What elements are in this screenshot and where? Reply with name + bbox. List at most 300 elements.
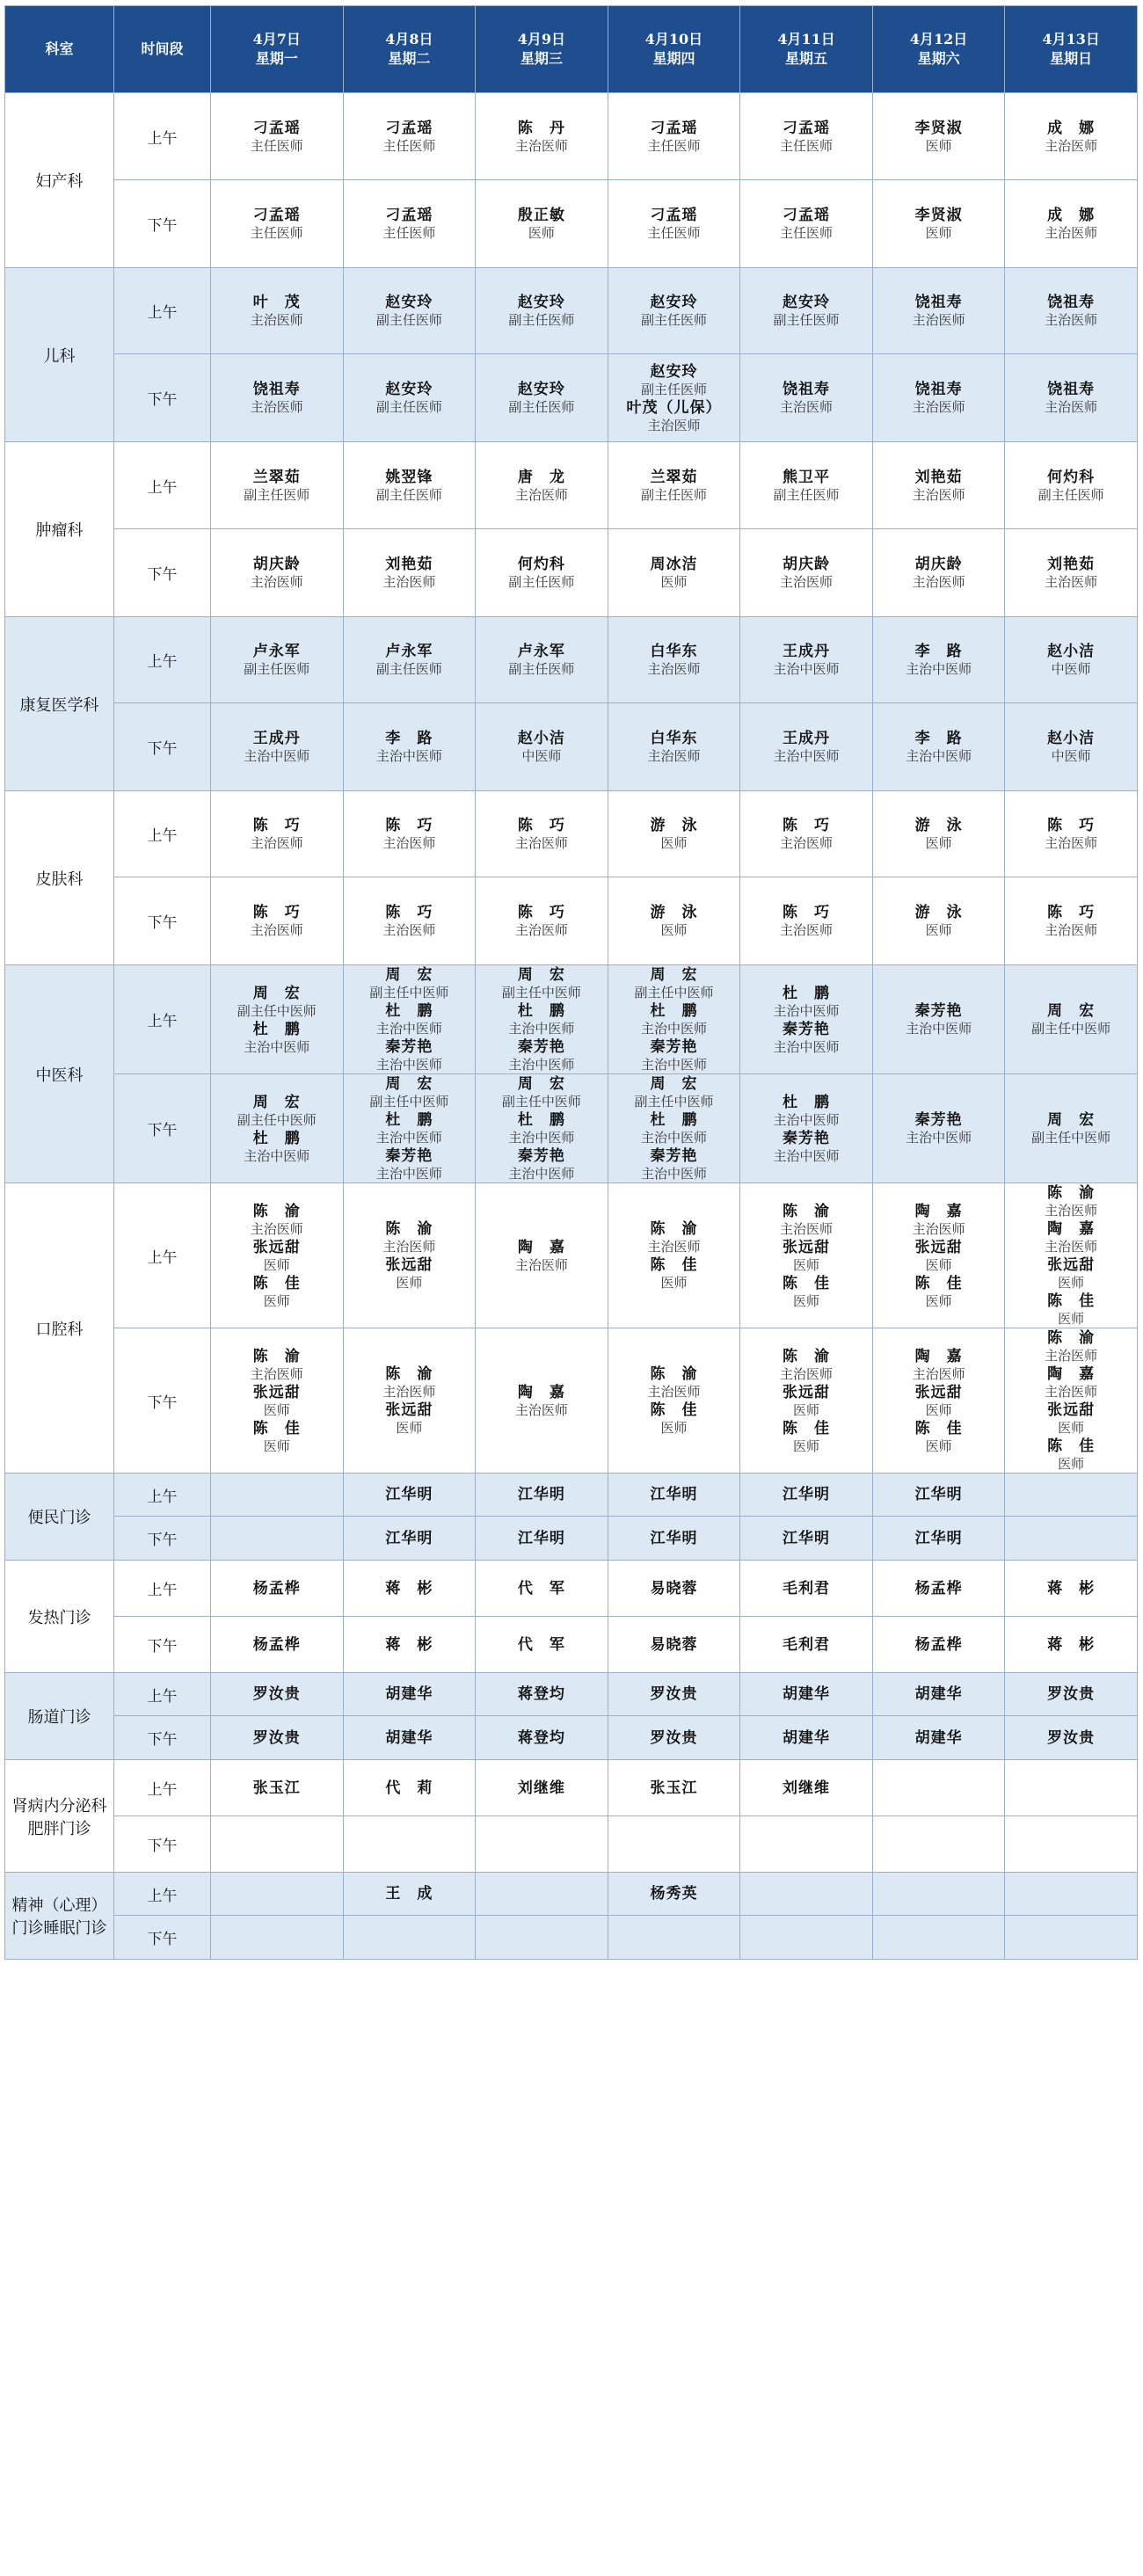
doctor-entry — [476, 965, 608, 1001]
doctor-name: 游 泳 — [650, 817, 698, 834]
doctor-title: 副主任中医师 — [369, 1094, 449, 1110]
doctor-title: 主治医师 — [1045, 312, 1098, 328]
doctor-title: 中医师 — [521, 748, 562, 764]
doctor-entry — [740, 1383, 872, 1419]
doctor-title: 主治医师 — [1045, 1348, 1098, 1364]
doctor-entry — [1005, 1635, 1137, 1655]
schedule-cell — [872, 1873, 1005, 1916]
header-day-5 — [740, 6, 873, 93]
schedule-cell — [608, 442, 740, 529]
doctor-entry — [740, 1238, 872, 1274]
department-name: 口腔科 — [5, 1183, 114, 1474]
schedule-cell — [872, 529, 1005, 617]
doctor-name: 叶 茂 — [252, 294, 301, 311]
header-day-1 — [211, 6, 344, 93]
doctor-name: 何灼科 — [517, 556, 565, 573]
schedule-cell — [211, 1716, 344, 1760]
schedule-cell — [1005, 617, 1138, 703]
doctor-title: 副主任中医师 — [1031, 1021, 1111, 1037]
doctor-entry — [211, 729, 343, 765]
schedule-cell — [1005, 1673, 1138, 1716]
doctor-name: 陈 佳 — [783, 1419, 831, 1437]
schedule-cell — [740, 1474, 873, 1517]
schedule-cell — [608, 703, 740, 791]
schedule-cell — [476, 703, 608, 791]
time-period: 下午 — [114, 1074, 211, 1183]
doctor-entry — [211, 1779, 343, 1798]
doctor-title: 医师 — [925, 225, 952, 241]
doctor-entry — [344, 1529, 476, 1548]
schedule-cell — [608, 1760, 740, 1816]
doctor-title: 主治医师 — [250, 922, 303, 938]
doctor-entry — [873, 903, 1005, 939]
time-period: 下午 — [114, 180, 211, 268]
schedule-cell — [343, 1916, 476, 1960]
header-row — [5, 6, 1138, 93]
doctor-name: 陈 巧 — [252, 817, 301, 834]
doctor-name: 江华明 — [385, 1486, 433, 1503]
schedule-cell — [872, 354, 1005, 442]
time-period: 下午 — [114, 1816, 211, 1873]
schedule-cell — [740, 1816, 873, 1873]
schedule-cell — [608, 180, 740, 268]
doctor-name: 张远甜 — [385, 1256, 433, 1274]
doctor-title: 医师 — [925, 1437, 952, 1454]
doctor-title: 主治医师 — [514, 137, 568, 154]
doctor-entry — [211, 1129, 343, 1165]
schedule-cell — [872, 965, 1005, 1074]
doctor-name: 易晓蓉 — [650, 1635, 698, 1654]
doctor-name: 兰翠茹 — [650, 468, 698, 486]
time-period: 下午 — [114, 1716, 211, 1760]
doctor-name: 刘继维 — [517, 1779, 565, 1797]
schedule-cell — [608, 1873, 740, 1916]
doctor-entry — [211, 1685, 343, 1704]
schedule-cell — [476, 529, 608, 617]
department-name: 中医科 — [5, 965, 114, 1183]
doctor-title: 主治医师 — [250, 835, 303, 851]
doctor-title: 主治医师 — [912, 574, 965, 590]
doctor-title: 医师 — [925, 137, 952, 154]
doctor-entry — [873, 555, 1005, 591]
schedule-cell — [476, 93, 608, 180]
schedule-cell — [211, 268, 344, 354]
schedule-cell — [1005, 268, 1138, 354]
doctor-entry — [873, 1001, 1005, 1037]
schedule-cell — [872, 1716, 1005, 1760]
doctor-entry — [211, 1635, 343, 1655]
department-name: 肾病内分泌科肥胖门诊 — [5, 1760, 114, 1873]
doctor-title: 主治医师 — [1045, 137, 1098, 154]
doctor-name: 饶祖寿 — [914, 294, 963, 311]
doctor-entry — [608, 555, 740, 591]
doctor-name: 王成丹 — [783, 643, 831, 660]
doctor-name: 殷正敏 — [517, 207, 565, 224]
doctor-name: 罗汝贵 — [650, 1728, 698, 1747]
doctor-name: 陈 巧 — [517, 904, 565, 921]
doctor-title: 主治医师 — [514, 1401, 568, 1418]
doctor-entry — [344, 1255, 476, 1292]
doctor-entry — [344, 1728, 476, 1748]
doctor-entry — [344, 1037, 476, 1073]
doctor-title: 主治中医师 — [773, 1147, 840, 1164]
doctor-entry — [740, 380, 872, 416]
doctor-name: 李贤淑 — [914, 119, 963, 137]
doctor-name: 刁孟瑶 — [252, 119, 301, 137]
doctor-title: 副主任医师 — [508, 661, 575, 677]
doctor-title: 主治医师 — [1045, 225, 1098, 241]
schedule-cell — [872, 1474, 1005, 1517]
doctor-entry — [344, 903, 476, 939]
doctor-entry — [344, 642, 476, 678]
schedule-cell — [211, 791, 344, 877]
doctor-name: 陶 嘉 — [517, 1383, 565, 1401]
doctor-name: 杜 鹏 — [517, 1111, 565, 1129]
doctor-entry — [211, 1093, 343, 1129]
doctor-entry — [1005, 1437, 1137, 1473]
doctor-name: 秦芳艳 — [650, 1147, 698, 1165]
schedule-cell — [476, 1716, 608, 1760]
doctor-entry — [1005, 1364, 1137, 1401]
schedule-cell — [343, 1474, 476, 1517]
schedule-cell — [476, 965, 608, 1074]
schedule-cell — [1005, 93, 1138, 180]
doctor-entry — [476, 293, 608, 329]
doctor-title: 主治医师 — [1045, 922, 1098, 938]
doctor-entry — [476, 1383, 608, 1419]
header-day-4 — [608, 6, 740, 93]
doctor-name: 代 军 — [517, 1579, 565, 1597]
schedule-cell — [343, 529, 476, 617]
doctor-name: 代 莉 — [385, 1779, 433, 1797]
schedule-cell — [872, 1517, 1005, 1561]
doctor-name: 陶 嘉 — [914, 1347, 963, 1365]
doctor-name: 赵安玲 — [650, 294, 698, 311]
schedule-cell — [872, 1816, 1005, 1873]
doctor-name: 胡建华 — [783, 1728, 831, 1747]
doctor-name: 张远甜 — [385, 1401, 433, 1419]
doctor-title: 主治医师 — [1045, 1239, 1098, 1255]
department-name: 妇产科 — [5, 93, 114, 268]
doctor-entry — [740, 206, 872, 242]
doctor-name: 李 路 — [385, 730, 433, 747]
schedule-cell — [872, 93, 1005, 180]
doctor-name: 秦芳艳 — [517, 1038, 565, 1056]
doctor-title: 主任医师 — [647, 225, 701, 241]
doctor-entry — [608, 1074, 740, 1110]
doctor-name: 赵小洁 — [1047, 643, 1096, 660]
doctor-entry — [608, 1728, 740, 1748]
schedule-cell — [872, 442, 1005, 529]
doctor-title: 主任医师 — [250, 225, 303, 241]
doctor-entry — [608, 1219, 740, 1255]
schedule-cell — [343, 180, 476, 268]
doctor-name: 饶祖寿 — [1047, 294, 1096, 311]
doctor-entry — [211, 1419, 343, 1455]
schedule-cell — [211, 1183, 344, 1328]
header-time: 时间段 — [114, 6, 211, 93]
schedule-cell — [343, 1673, 476, 1716]
schedule-cell — [211, 1474, 344, 1517]
doctor-title: 主治医师 — [647, 1384, 701, 1400]
doctor-entry — [873, 1685, 1005, 1704]
header-day-6 — [872, 6, 1005, 93]
schedule-cell — [608, 1183, 740, 1328]
schedule-cell — [476, 791, 608, 877]
time-period: 上午 — [114, 442, 211, 529]
table-row — [5, 1561, 1138, 1617]
schedule-cell — [608, 877, 740, 965]
doctor-entry — [740, 1685, 872, 1704]
doctor-title: 主治医师 — [514, 486, 568, 503]
schedule-cell — [1005, 965, 1138, 1074]
doctor-name: 蒋 彬 — [385, 1579, 433, 1597]
schedule-cell — [740, 703, 873, 791]
doctor-name: 熊卫平 — [783, 468, 831, 486]
doctor-title: 医师 — [660, 574, 688, 590]
time-period: 上午 — [114, 791, 211, 877]
schedule-cell — [608, 529, 740, 617]
schedule-cell — [872, 1328, 1005, 1474]
doctor-entry — [740, 1347, 872, 1383]
schedule-cell — [608, 268, 740, 354]
time-period: 上午 — [114, 1183, 211, 1328]
schedule-cell — [343, 1716, 476, 1760]
doctor-title: 主治医师 — [250, 399, 303, 415]
doctor-entry — [344, 1001, 476, 1037]
doctor-title: 主治医师 — [912, 1365, 965, 1382]
doctor-title: 主治医师 — [382, 1384, 436, 1400]
doctor-title: 主任医师 — [780, 225, 834, 241]
doctor-name: 周 宏 — [252, 984, 301, 1002]
doctor-entry — [873, 729, 1005, 765]
schedule-cell — [608, 93, 740, 180]
doctor-entry — [1005, 1579, 1137, 1598]
doctor-name: 饶祖寿 — [914, 381, 963, 398]
schedule-cell — [211, 1916, 344, 1960]
doctor-entry — [211, 816, 343, 852]
doctor-entry — [873, 1419, 1005, 1455]
table-row — [5, 529, 1138, 617]
schedule-cell — [608, 1474, 740, 1517]
table-row — [5, 1673, 1138, 1716]
table-row — [5, 1716, 1138, 1760]
doctor-title: 医师 — [660, 835, 688, 851]
doctor-title: 主治中医师 — [508, 1166, 575, 1182]
schedule-cell — [1005, 1873, 1138, 1916]
doctor-title: 医师 — [396, 1420, 423, 1436]
doctor-title: 主治中医师 — [640, 1166, 707, 1182]
table-row — [5, 1617, 1138, 1673]
header-day-3 — [476, 6, 608, 93]
table-row — [5, 354, 1138, 442]
doctor-title: 医师 — [925, 1292, 952, 1309]
doctor-title: 主治中医师 — [773, 661, 840, 677]
doctor-entry — [211, 293, 343, 329]
doctor-title: 医师 — [793, 1256, 820, 1273]
doctor-entry — [211, 119, 343, 155]
time-period: 上午 — [114, 1873, 211, 1916]
doctor-entry — [476, 1485, 608, 1504]
doctor-name: 杨秀英 — [650, 1885, 698, 1903]
doctor-name: 饶祖寿 — [252, 381, 301, 398]
schedule-cell — [608, 965, 740, 1074]
schedule-cell — [740, 1328, 873, 1474]
doctor-title: 医师 — [1058, 1275, 1085, 1291]
schedule-cell — [211, 1328, 344, 1474]
doctor-entry — [608, 1001, 740, 1037]
doctor-entry — [344, 468, 476, 504]
schedule-cell — [1005, 1617, 1138, 1673]
doctor-entry — [344, 1074, 476, 1110]
header-weekday: 星期三 — [520, 50, 563, 67]
doctor-entry — [740, 984, 872, 1020]
schedule-page — [4, 0, 1139, 1960]
doctor-entry — [873, 1529, 1005, 1548]
doctor-title: 主治中医师 — [640, 1021, 707, 1037]
schedule-cell — [872, 268, 1005, 354]
doctor-entry — [608, 398, 740, 434]
doctor-entry — [211, 1274, 343, 1310]
doctor-entry — [344, 1579, 476, 1598]
doctor-title: 主治医师 — [250, 1220, 303, 1237]
doctor-name: 周 宏 — [650, 1075, 698, 1093]
doctor-name: 陈 渝 — [1047, 1184, 1096, 1202]
schedule-cell — [476, 1074, 608, 1183]
schedule-cell — [872, 1760, 1005, 1816]
doctor-entry — [344, 1219, 476, 1255]
doctor-entry — [608, 903, 740, 939]
header-date: 4月9日 — [517, 31, 566, 47]
schedule-cell — [740, 1873, 873, 1916]
doctor-entry — [211, 380, 343, 416]
doctor-title: 主治医师 — [780, 1220, 834, 1237]
schedule-cell — [872, 1183, 1005, 1328]
table-row — [5, 1916, 1138, 1960]
doctor-title: 副主任中医师 — [634, 1094, 714, 1110]
doctor-name: 胡庆龄 — [914, 556, 963, 573]
doctor-entry — [1005, 1110, 1137, 1146]
doctor-entry — [476, 555, 608, 591]
doctor-entry — [1005, 1328, 1137, 1364]
department-name: 儿科 — [5, 268, 114, 442]
department-name: 肿瘤科 — [5, 442, 114, 617]
doctor-entry — [1005, 903, 1137, 939]
doctor-entry — [608, 293, 740, 329]
doctor-entry — [608, 1529, 740, 1548]
doctor-title: 医师 — [1058, 1420, 1085, 1436]
doctor-title: 主治中医师 — [244, 1147, 310, 1164]
doctor-title: 医师 — [925, 835, 952, 851]
doctor-entry — [1005, 642, 1137, 678]
schedule-cell — [1005, 1474, 1138, 1517]
doctor-name: 陈 巧 — [783, 817, 831, 834]
doctor-name: 陶 嘉 — [517, 1238, 565, 1256]
doctor-title: 医师 — [793, 1437, 820, 1454]
doctor-title: 主治中医师 — [773, 1038, 840, 1055]
doctor-entry — [476, 903, 608, 939]
doctor-entry — [211, 1020, 343, 1056]
schedule-cell — [872, 1617, 1005, 1673]
header-day-7 — [1005, 6, 1138, 93]
doctor-name: 陈 渝 — [1047, 1329, 1096, 1347]
doctor-title: 中医师 — [1051, 748, 1091, 764]
doctor-title: 主任医师 — [250, 137, 303, 154]
doctor-name: 秦芳艳 — [783, 1129, 831, 1147]
doctor-name: 罗汝贵 — [252, 1728, 301, 1747]
doctor-title: 主治医师 — [250, 574, 303, 590]
doctor-name: 陈 渝 — [650, 1365, 698, 1383]
doctor-name: 周 宏 — [1047, 1111, 1096, 1129]
schedule-cell — [343, 617, 476, 703]
doctor-title: 主治医师 — [1045, 574, 1098, 590]
doctor-entry — [608, 468, 740, 504]
schedule-cell — [740, 965, 873, 1074]
schedule-cell — [476, 1816, 608, 1873]
doctor-name: 王成丹 — [783, 730, 831, 747]
doctor-entry — [344, 1401, 476, 1437]
schedule-cell — [1005, 1816, 1138, 1873]
table-row — [5, 965, 1138, 1074]
doctor-name: 杨孟桦 — [914, 1579, 963, 1597]
doctor-name: 张远甜 — [914, 1238, 963, 1256]
doctor-name: 白华东 — [650, 730, 698, 747]
doctor-entry — [344, 206, 476, 242]
doctor-title: 医师 — [263, 1292, 290, 1309]
doctor-entry — [476, 206, 608, 242]
doctor-title: 主治医师 — [780, 574, 834, 590]
doctor-title: 主治中医师 — [773, 1002, 840, 1019]
doctor-entry — [740, 1274, 872, 1310]
doctor-entry — [873, 1579, 1005, 1598]
table-row — [5, 268, 1138, 354]
header-weekday: 星期日 — [1050, 50, 1093, 67]
doctor-entry — [608, 1110, 740, 1146]
schedule-cell — [608, 1673, 740, 1716]
schedule-cell — [872, 1561, 1005, 1617]
doctor-name: 蒋 彬 — [385, 1635, 433, 1654]
doctor-entry — [476, 729, 608, 765]
doctor-name: 陶 嘉 — [1047, 1220, 1096, 1238]
doctor-title: 主治医师 — [780, 835, 834, 851]
time-period: 下午 — [114, 1328, 211, 1474]
doctor-name: 赵小洁 — [517, 730, 565, 747]
doctor-name: 陈 渝 — [385, 1220, 433, 1238]
doctor-name: 杜 鹏 — [385, 1111, 433, 1129]
doctor-title: 副主任医师 — [508, 312, 575, 328]
doctor-entry — [211, 1728, 343, 1748]
schedule-cell — [211, 1673, 344, 1716]
time-period: 上午 — [114, 93, 211, 180]
doctor-name: 胡庆龄 — [252, 556, 301, 573]
doctor-title: 医师 — [660, 1275, 688, 1291]
doctor-title: 医师 — [263, 1437, 290, 1454]
doctor-title: 主治中医师 — [906, 661, 972, 677]
schedule-cell — [1005, 1517, 1138, 1561]
doctor-entry — [1005, 1728, 1137, 1748]
doctor-entry — [344, 1635, 476, 1655]
schedule-cell — [211, 877, 344, 965]
schedule-cell — [343, 1760, 476, 1816]
table-row — [5, 180, 1138, 268]
doctor-name: 陈 丹 — [517, 119, 565, 137]
doctor-entry — [344, 729, 476, 765]
schedule-table — [4, 5, 1138, 1960]
schedule-cell — [476, 1561, 608, 1617]
schedule-cell — [343, 1816, 476, 1873]
doctor-title: 主治中医师 — [375, 1166, 442, 1182]
doctor-entry — [873, 1110, 1005, 1146]
